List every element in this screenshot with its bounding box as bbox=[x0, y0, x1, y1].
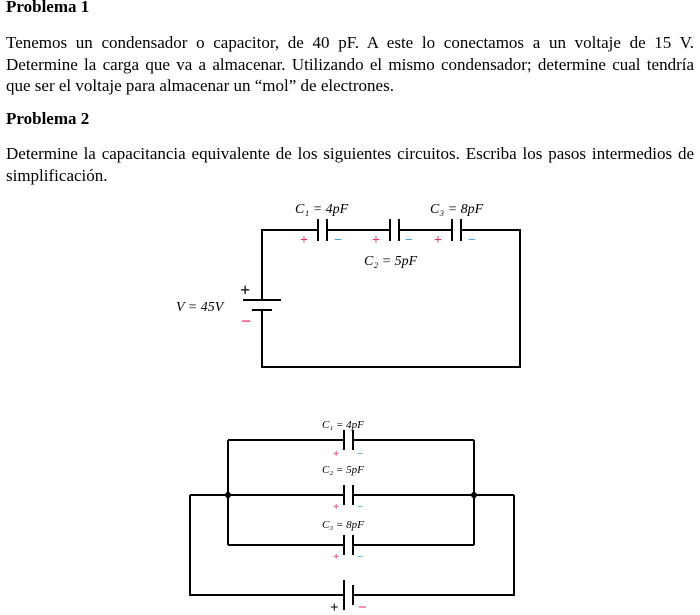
c3-plus-sign: + bbox=[434, 233, 442, 248]
c2-minus-sign-2: − bbox=[357, 501, 364, 513]
c2-label: C₂ = 5pF bbox=[364, 254, 418, 269]
c1-minus-sign-2: − bbox=[357, 448, 364, 460]
problem1-heading: Problema 1 bbox=[6, 0, 90, 16]
junction-right bbox=[471, 492, 477, 498]
c2-plus-sign: + bbox=[372, 233, 380, 248]
c3-label-2: C₃ = 8pF bbox=[322, 519, 364, 531]
c3-minus-sign: − bbox=[468, 233, 476, 248]
circuit1-labels bbox=[176, 202, 484, 331]
problem2-heading: Problema 2 bbox=[6, 109, 90, 128]
v-label: V = 45V bbox=[176, 300, 224, 315]
battery-minus-sign: − bbox=[241, 311, 252, 331]
c3-plus-sign-2: + bbox=[333, 551, 340, 563]
circuit1-wire bbox=[262, 230, 520, 367]
c2-minus-sign: − bbox=[405, 233, 413, 248]
c2-plus-sign-2: + bbox=[333, 501, 340, 513]
junction-left bbox=[225, 492, 231, 498]
c1-label-2: C₁ = 4pF bbox=[322, 419, 364, 431]
c1-plus-sign-2: + bbox=[333, 448, 340, 460]
bottom-plus-sign: + bbox=[330, 600, 339, 615]
problem2-text: Determine la capacitancia equivalente de los siguientes circuitos. Escriba los pasos intermedios de simplificación. bbox=[6, 144, 694, 185]
c3-label: C₃ = 8pF bbox=[430, 202, 484, 217]
circuit1 bbox=[243, 219, 520, 367]
bottom-minus-sign: − bbox=[358, 600, 367, 615]
c3-minus-sign-2: − bbox=[357, 551, 364, 563]
c2-label-2: C₂ = 5pF bbox=[322, 464, 364, 476]
battery-plus-sign: + bbox=[240, 280, 251, 300]
c1-plus-sign: + bbox=[300, 233, 308, 248]
c1-minus-sign: − bbox=[334, 233, 342, 248]
c1-label: C₁ = 4pF bbox=[295, 202, 349, 217]
problem1-text: Tenemos un condensador o capacitor, de 40 pF. A este lo conectamos a un voltaje de 15 V. Determine la carga que va a almacenar. Utilizando el mismo condensador; determine cual tendría que ser el voltaje para almacenar un “mol” de electrones. bbox=[6, 33, 694, 95]
